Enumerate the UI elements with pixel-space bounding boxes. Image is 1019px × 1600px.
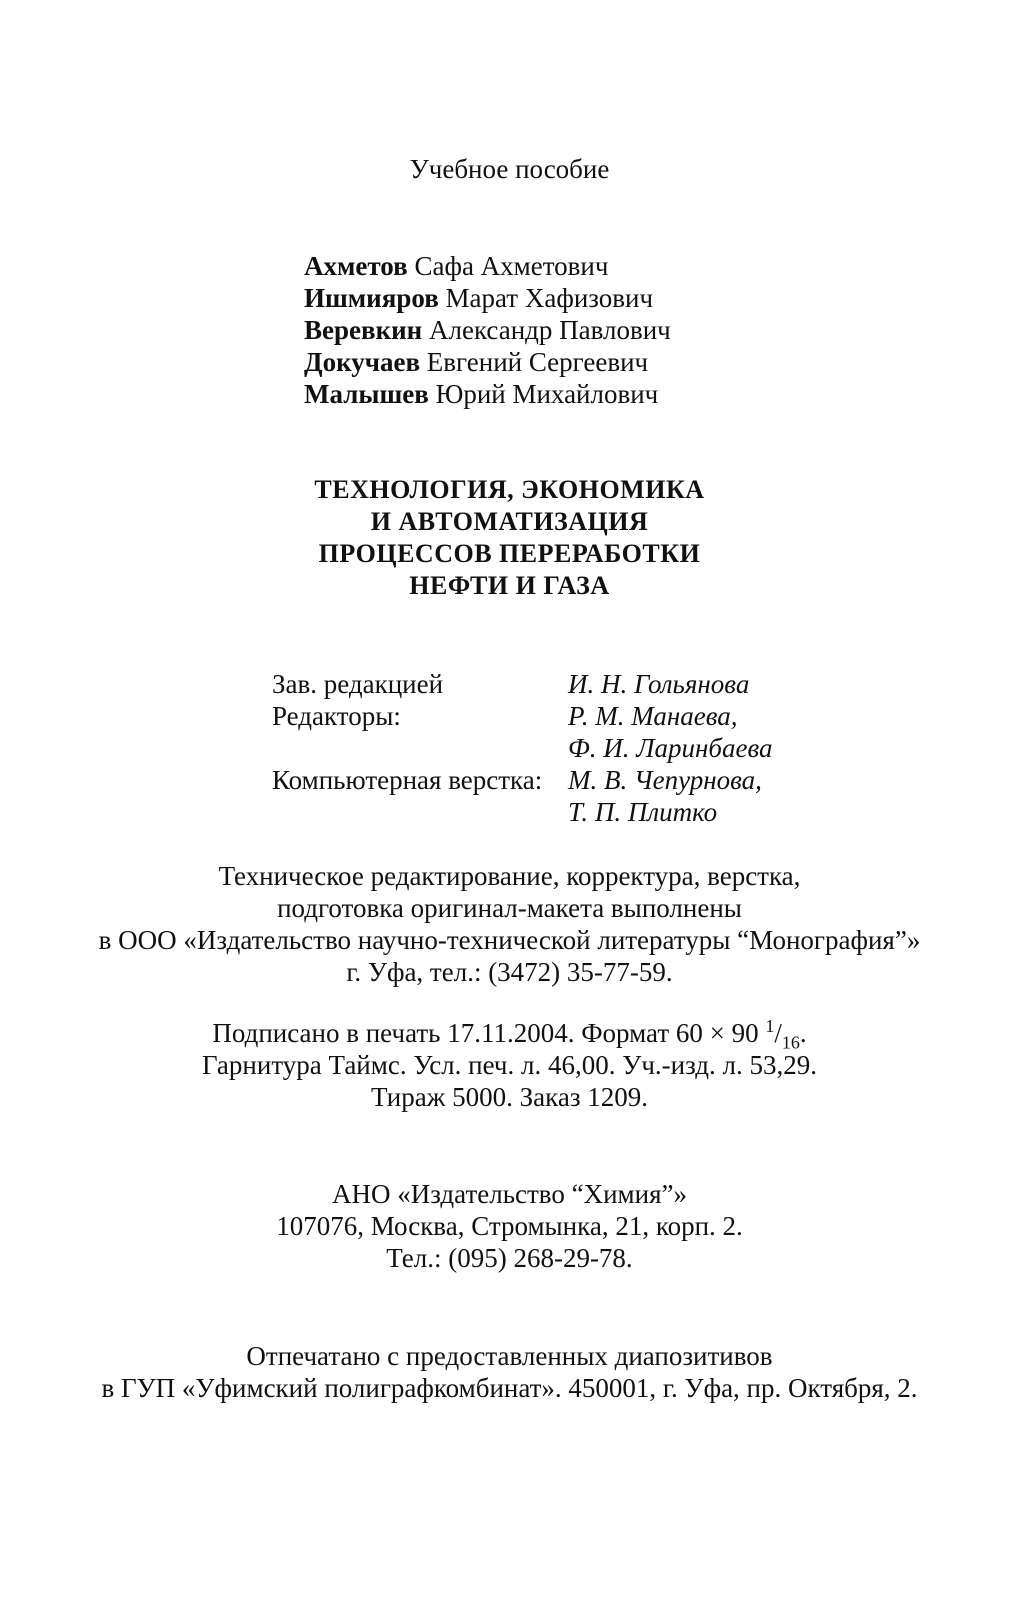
publisher-line-1: АНО «Издательство “Химия”» <box>332 1179 687 1209</box>
title-line-3: ПРОЦЕССОВ ПЕРЕРАБОТКИ <box>318 539 701 568</box>
head-editor-name: И. Н. Гольянова <box>568 669 750 699</box>
author-surname: Ахметов <box>304 251 408 281</box>
format-fraction-separator: / <box>774 1018 782 1048</box>
format-fraction-numerator: 1 <box>765 1016 775 1036</box>
author-name: Марат Хафизович <box>445 283 654 313</box>
author-2 <box>304 282 653 314</box>
format-fraction-denominator: 16 <box>781 1032 800 1053</box>
printer-line-1: Отпечатано с предоставленных диапозитивов <box>246 1341 773 1371</box>
layout-name-2: Т. П. Плитко <box>568 797 718 827</box>
author-surname: Ишмияров <box>304 283 439 313</box>
editor-name-1: Р. М. Манаева, <box>568 701 738 731</box>
author-5 <box>304 378 658 410</box>
author-3 <box>304 314 671 346</box>
series-label: Учебное пособие <box>409 154 610 184</box>
print-line-1-end: . <box>799 1018 807 1048</box>
author-name: Александр Павлович <box>429 315 671 345</box>
author-name: Юрий Михайлович <box>435 379 659 409</box>
layout-label: Компьютерная верстка: <box>272 765 543 795</box>
print-signed-format: Подписано в печать 17.11.2004. Формат 60 × 90 <box>212 1018 766 1048</box>
publisher-line-2: 107076, Москва, Стромынка, 21, корп. 2. <box>276 1211 743 1241</box>
author-4 <box>304 346 648 378</box>
title-line-1: ТЕХНОЛОГИЯ, ЭКОНОМИКА <box>314 475 705 504</box>
editor-name-2: Ф. И. Ларинбаева <box>568 733 773 763</box>
editors-label: Редакторы: <box>272 701 401 731</box>
print-line-2: Гарнитура Таймс. Усл. печ. л. 46,00. Уч.-изд. л. 53,29. <box>202 1050 817 1080</box>
title-line-2: И АВТОМАТИЗАЦИЯ <box>370 507 649 536</box>
print-line-3: Тираж 5000. Заказ 1209. <box>370 1082 649 1112</box>
layout-name-1: М. В. Чепурнова, <box>568 765 762 795</box>
head-editor-label: Зав. редакцией <box>272 669 444 699</box>
print-line-1 <box>0 1016 1019 1053</box>
printer-line-2: в ГУП «Уфимский полиграфкомбинат». 450001, г. Уфа, пр. Октября, 2. <box>101 1373 918 1403</box>
publisher-line-3: Тел.: (095) 268-29-78. <box>386 1243 633 1273</box>
author-1 <box>304 250 608 282</box>
title-line-4: НЕФТИ И ГАЗА <box>409 571 610 600</box>
production-line-2: подготовка оригинал-макета выполнены <box>277 893 742 923</box>
production-line-1: Техническое редактирование, корректура, верстка, <box>218 861 801 891</box>
production-line-4: г. Уфа, тел.: (3472) 35-77-59. <box>346 957 673 987</box>
author-surname: Веревкин <box>304 315 423 345</box>
author-surname: Докучаев <box>304 347 421 377</box>
author-name: Сафа Ахметович <box>414 251 609 281</box>
author-name: Евгений Сергеевич <box>426 347 649 377</box>
production-line-3: в ООО «Издательство научно-технической литературы “Монография”» <box>98 925 921 955</box>
author-surname: Малышев <box>304 379 429 409</box>
